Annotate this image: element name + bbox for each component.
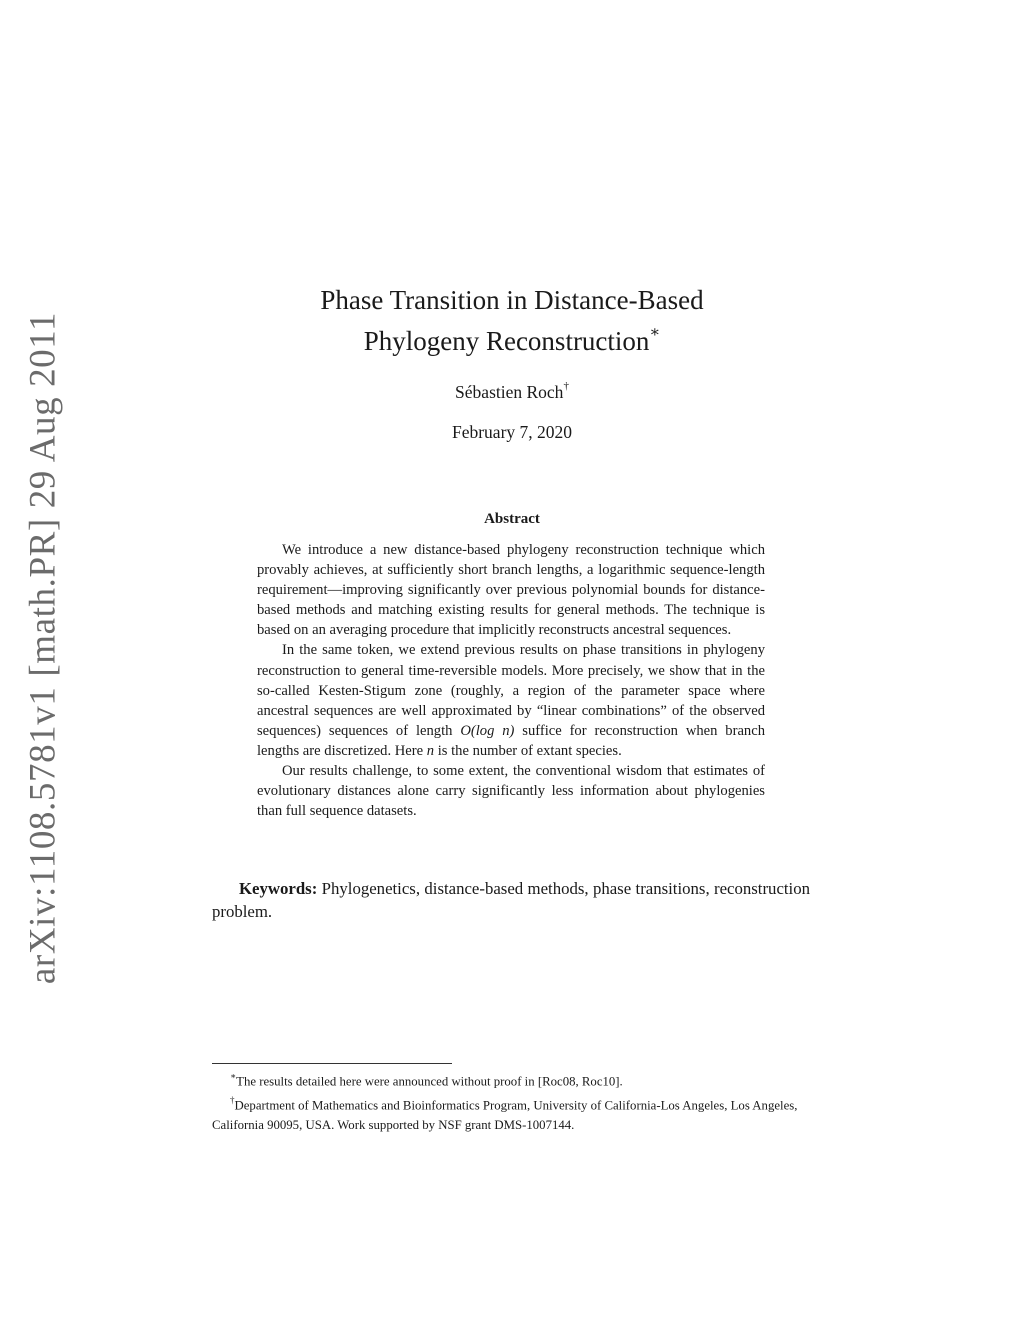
- title-line-1: Phase Transition in Distance-Based: [320, 285, 704, 315]
- footnote-2: [212, 1092, 810, 1135]
- footnote-1: [212, 1068, 810, 1092]
- author: [0, 376, 1024, 404]
- abstract-paragraph-2: [257, 640, 765, 761]
- title-footnote-mark: ∗: [649, 324, 661, 341]
- footnote-1-text: The results detailed here were announced without proof in [Roc08, Roc10].: [236, 1074, 623, 1089]
- keywords: [212, 877, 810, 923]
- footnote-2-text: Department of Mathematics and Bioinformatics Program, University of California-Los Angeles, Los Angeles, California 90095, USA. Work supported by NSF grant DMS-1007144.: [212, 1098, 798, 1132]
- date: February 7, 2020: [451, 422, 573, 442]
- abstract-math-n: n: [426, 742, 435, 759]
- footnote-rule: [212, 1063, 452, 1064]
- author-footnote-mark: †: [563, 380, 569, 392]
- abstract-paragraph-1: We introduce a new distance-based phylogeny reconstruction technique which provably achieves, at sufficiently short branch lengths, a logarithmic sequence-length requirement—improving significantly over previous polynomial bounds for distance-based methods and matching existing results for general methods. The technique is based on an averaging procedure that implicitly reconstructs ancestral sequences.: [257, 542, 765, 639]
- title-line-2: [0, 318, 1024, 359]
- keywords-label: Keywords:: [239, 879, 318, 898]
- footnote-1-mark: ∗: [230, 1071, 237, 1081]
- arxiv-side-stamp: arXiv:1108.5781v1 [math.PR] 29 Aug 2011: [22, 311, 64, 985]
- abstract-heading: Abstract: [484, 511, 540, 527]
- abstract-math-order: O(log n): [460, 722, 515, 739]
- abstract-paragraph-3: Our results challenge, to some extent, the conventional wisdom that estimates of evolutionary distances alone carry significantly less information about phylogenies than full sequence datasets.: [257, 763, 765, 820]
- abstract-body: [257, 540, 765, 821]
- abstract-p2-part-c: is the number of extant species.: [434, 742, 622, 759]
- footnote-2-mark: †: [230, 1094, 235, 1105]
- paper-title: [0, 282, 1024, 359]
- abstract-p2-part-b: suffice for reconstruction when branch lengths are discretized. Here: [257, 722, 766, 759]
- keywords-text: Phylogenetics, distance-based methods, phase transitions, reconstruction problem.: [212, 879, 810, 921]
- author-name: Sébastien Roch: [455, 381, 564, 402]
- title-line-2-text: Phylogeny Reconstruction: [363, 326, 650, 356]
- footnotes: [212, 1068, 810, 1135]
- abstract-p2-part-a: In the same token, we extend previous results on phase transitions in phylogeny reconstruction to general time-reversible models. More precisely, we show that in the so-called Kesten-Stigum zone (roughly, a region of the parameter space where ancestral sequences are well approximated by “linear combinations” of the observed sequences) sequences of length: [257, 642, 765, 739]
